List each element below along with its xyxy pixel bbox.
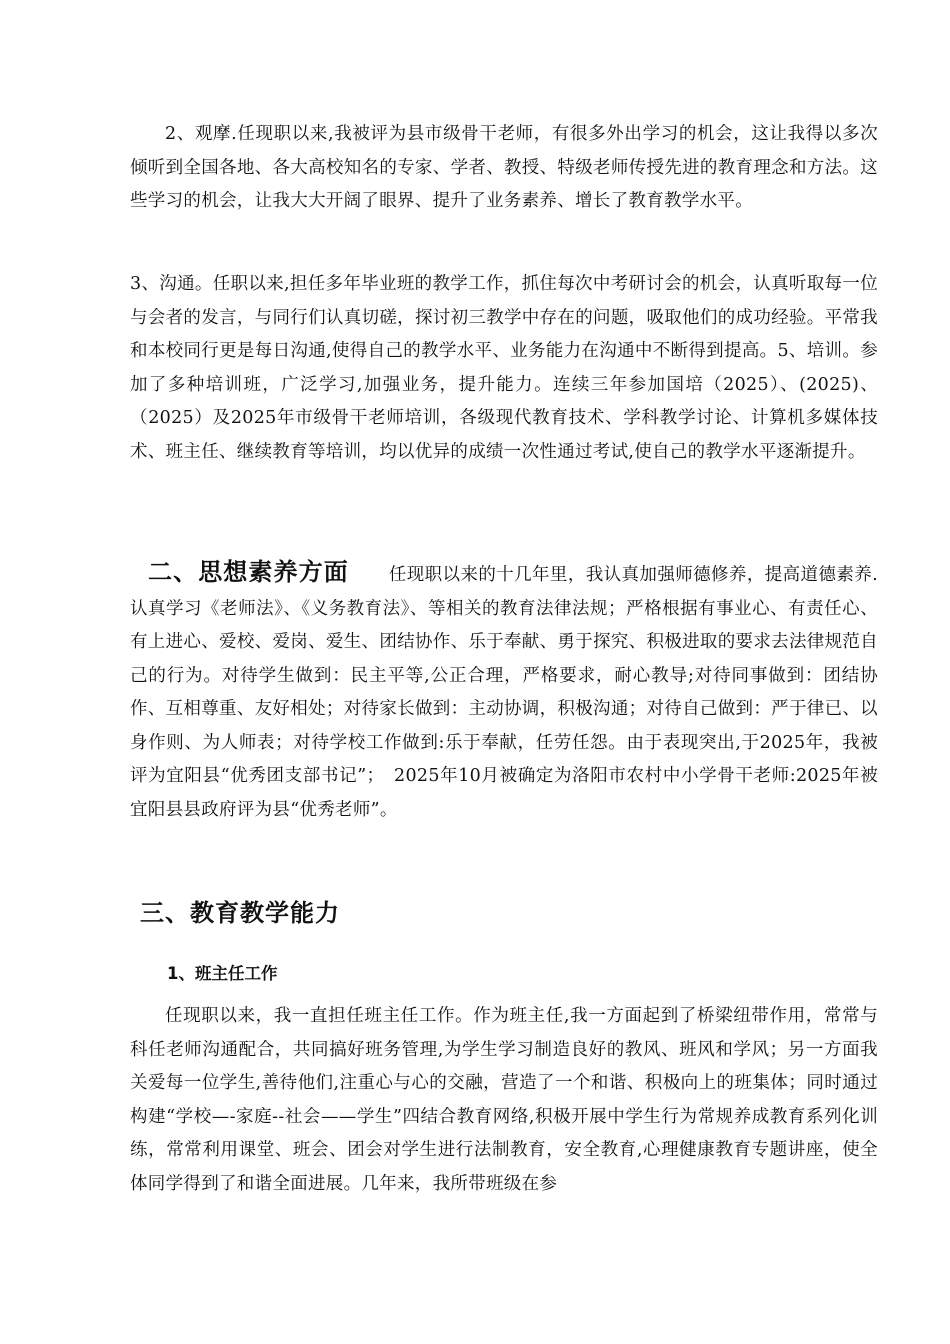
section-heading-teaching-ability: 三、教育教学能力 xyxy=(140,899,340,927)
paragraph-communication-training: 3、沟通。任职以来,担任多年毕业班的教学工作，抓住每次中考研讨会的机会，认真听取每一位与会者的发言，与同行们认真切磋，探讨初三教学中存在的问题，吸取他们的成功经验。平常我和本校同行更是每日沟通,使得自己的教学水平、业务能力在沟通中不断得到提高。5、培训。参加了多种培训班，广泛学习,加强业务，提升能力。连续三年参加国培（2025）、(2025)、（2025）及2025年市级骨干老师培训，各级现代教育技术、学科教学讨论、计算机多媒体技术、班主任、继续教育等培训，均以优异的成绩一次性通过考试,使自己的教学水平逐渐提升。 xyxy=(130,274,878,462)
section-ideology xyxy=(130,556,878,827)
paragraph-class-teacher: 任现职以来，我一直担任班主任工作。作为班主任,我一方面起到了桥梁纽带作用，常常与科任老师沟通配合，共同搞好班务管理,为学生学习制造良好的教风、班风和学风；另一方面我关爱每一位学生,善待他们,注重心与心的交融，营造了一个和谐、积极向上的班集体；同时通过构建“学校—-家庭--社会——学生”四结合教育网络,积极开展中学生行为常规养成教育系列化训练，常常利用课堂、班会、团会对学生进行法制教育，安全教育,心理健康教育专题讲座，使全体同学得到了和谐全面进展。几年来，我所带班级在参 xyxy=(130,1006,878,1194)
paragraph-observation: 2、观摩.任现职以来,我被评为县市级骨干老师，有很多外出学习的机会，这让我得以多次倾听到全国各地、各大高校知名的专家、学者、教授、特级老师传授先进的教育理念和方法。这些学习的机会，让我大大开阔了眼界、提升了业务素养、增长了教育教学水平。 xyxy=(130,124,878,211)
subheading-class-teacher: 1、班主任工作 xyxy=(167,964,278,983)
section-heading-ideology: 二、思想素养方面 xyxy=(148,558,349,586)
paragraph-ideology: 任现职以来的十几年里，我认真加强师德修养，提高道德素养.认真学习《老师法》、《义务教育法》、等相关的教育法律法规；严格根据有事业心、有责任心、有上进心、爱校、爱岗、爱生、团结协作、乐于奉献、勇于探究、积极进取的要求去法律规范自己的行为。对待学生做到：民主平等,公正合理，严格要求，耐心教导;对待同事做到：团结协作、互相尊重、友好相处；对待家长做到：主动协调，积极沟通；对待自己做到：严于律已、以身作则、为人师表；对待学校工作做到:乐于奉献，任劳任怨。由于表现突出,于2025年，我被评为宜阳县“优秀团支部书记”； 2025年10月被确定为洛阳市农村中小学骨干老师:2025年被宜阳县县政府评为县“优秀老师”。 xyxy=(130,565,878,820)
